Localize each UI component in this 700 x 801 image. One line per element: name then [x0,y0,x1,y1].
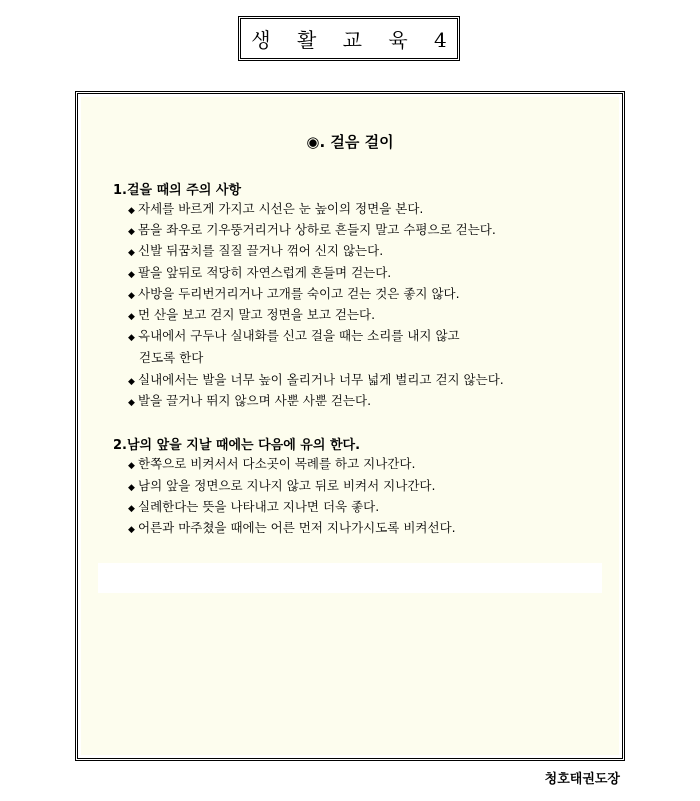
list-item-text: 발을 끌거나 뛰지 않으며 사뿐 사뿐 걷는다. [138,393,372,408]
list-item [128,393,371,411]
list-item-text: 어른과 마주쳤을 때에는 어른 먼저 지나가시도록 비켜선다. [138,520,456,535]
section-1-title: 1.걸을 때의 주의 사항 [113,183,242,198]
list-item [128,265,391,283]
diamond-bullet-icon: ◆ [128,504,135,514]
diamond-bullet-icon: ◆ [128,248,135,258]
list-item [128,286,460,304]
diamond-bullet-icon: ◆ [128,227,135,237]
section-2-title: 2.남의 앞을 지날 때에는 다음에 유의 한다. [113,438,361,453]
diamond-bullet-icon: ◆ [128,461,135,471]
content-panel [81,97,619,755]
list-item-text: 사방을 두리번거리거나 고개를 숙이고 걷는 것은 좋지 않다. [138,286,460,301]
list-item-text: 먼 산을 보고 걷지 말고 정면을 보고 걷는다. [138,307,376,322]
list-item [128,478,435,496]
list-item-text: 몸을 좌우로 기우뚱거리거나 상하로 흔들지 말고 수평으로 걷는다. [138,222,496,237]
list-item [128,499,379,517]
diamond-bullet-icon: ◆ [128,270,135,280]
blank-band [98,563,602,593]
section-heading: ◉. 걸음 걸이 [306,133,394,151]
list-item [128,307,375,325]
list-item [128,520,456,538]
footer-signature: 청호태권도장 [544,772,620,787]
diamond-bullet-icon: ◆ [128,525,135,535]
diamond-bullet-icon: ◆ [128,333,135,343]
list-item [128,372,504,390]
list-item-text: 신발 뒤꿈치를 질질 끌거나 꺾어 신지 않는다. [138,243,384,258]
diamond-bullet-icon: ◆ [128,483,135,493]
page-title-text: 생 활 교 육 4 [251,28,457,52]
diamond-bullet-icon: ◆ [128,377,135,387]
list-item-text: 옥내에서 구두나 실내화를 신고 걸을 때는 소리를 내지 않고 [138,328,460,343]
list-item [128,456,415,474]
diamond-bullet-icon: ◆ [128,312,135,322]
list-item-text: 남의 앞을 정면으로 지나지 않고 뒤로 비켜서 지나간다. [138,478,436,493]
list-item-continuation: 걷도록 한다 [139,350,204,365]
list-item-text: 실내에서는 발을 너무 높이 올리거나 너무 넓게 벌리고 걷지 않는다. [138,372,504,387]
diamond-bullet-icon: ◆ [128,206,135,216]
list-item [128,328,460,346]
page-title [238,16,460,61]
list-item [128,201,423,219]
diamond-bullet-icon: ◆ [128,291,135,301]
list-item-text: 실례한다는 뜻을 나타내고 지나면 더욱 좋다. [138,499,380,514]
list-item [128,222,496,240]
diamond-bullet-icon: ◆ [128,398,135,408]
list-item [128,243,383,261]
list-item-text: 자세를 바르게 가지고 시선은 눈 높이의 정면을 본다. [138,201,424,216]
list-item-text: 팔을 앞뒤로 적당히 자연스럽게 흔들며 걷는다. [138,265,392,280]
list-item-text: 한쪽으로 비켜서서 다소곳이 목례를 하고 지나간다. [138,456,416,471]
content-frame [75,91,625,761]
